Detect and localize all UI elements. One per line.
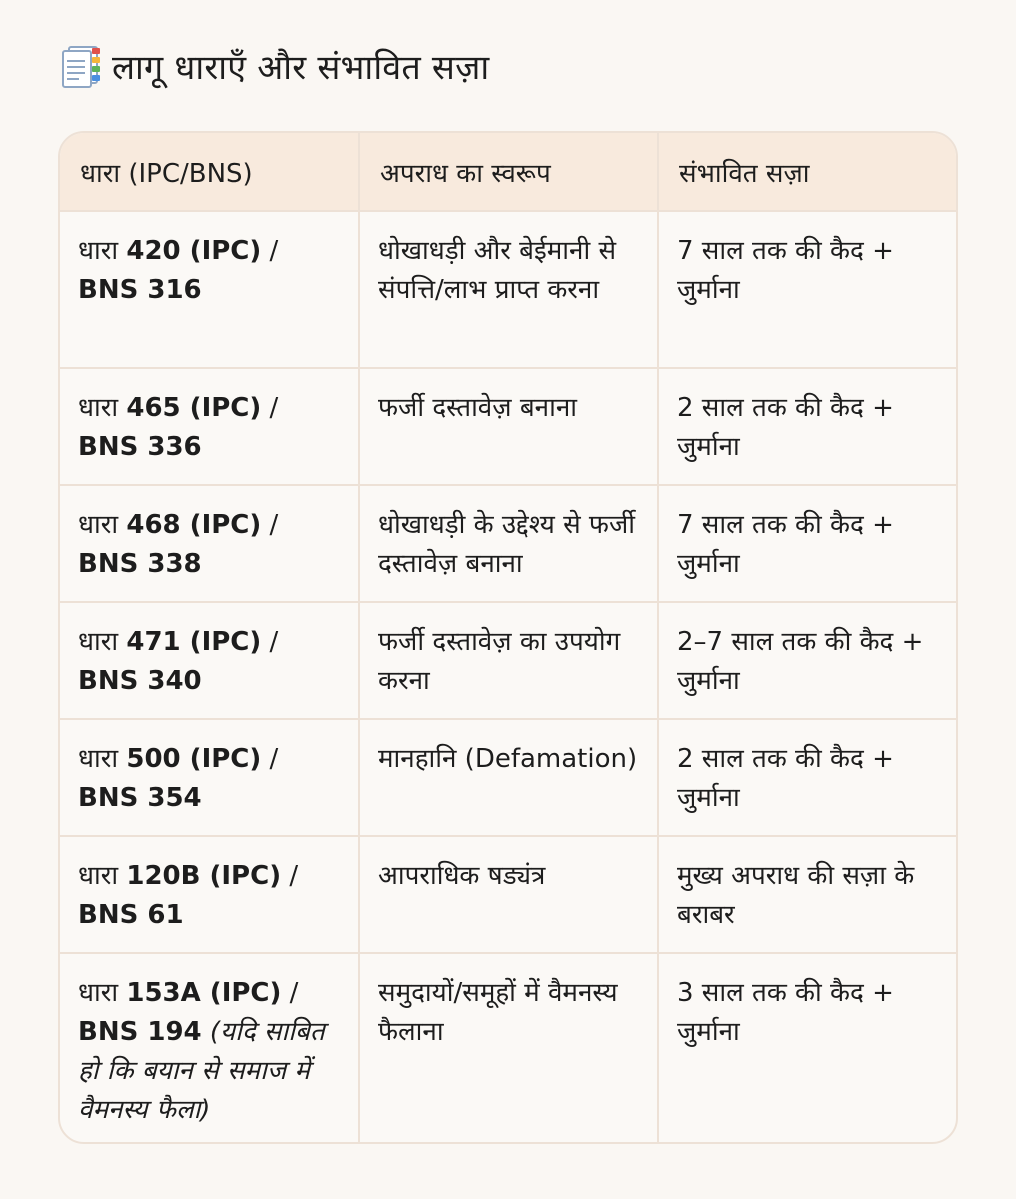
section-cell (60, 719, 359, 836)
bns-section: BNS 61 (78, 900, 184, 930)
section-separator: / (261, 627, 279, 657)
section-separator: / (261, 393, 279, 423)
punishment-cell: 2–7 साल तक की कैद + जुर्माना (658, 602, 956, 719)
ipc-section: 465 (IPC) (126, 393, 262, 423)
section-prefix: धारा (78, 236, 127, 266)
punishment-cell: मुख्य अपराध की सज़ा के बराबर (658, 836, 956, 953)
table-row (60, 485, 956, 602)
punishment-cell: 2 साल तक की कैद + जुर्माना (658, 719, 956, 836)
section-separator: / (261, 236, 279, 266)
page-heading (60, 40, 489, 92)
bns-section: BNS 316 (78, 275, 202, 305)
offense-cell: समुदायों/समूहों में वैमनस्य फैलाना (359, 953, 658, 1144)
table-row (60, 368, 956, 485)
section-prefix: धारा (78, 978, 127, 1008)
punishment-cell: 3 साल तक की कैद + जुर्माना (677, 978, 894, 1047)
section-cell (60, 836, 359, 953)
bns-section: BNS 336 (78, 432, 202, 462)
section-cell (60, 368, 359, 485)
ipc-section: 500 (IPC) (126, 744, 262, 774)
bookmark-tabs-icon (60, 44, 100, 88)
section-prefix: धारा (78, 861, 127, 891)
section-separator: / (281, 978, 299, 1008)
table-row (60, 719, 956, 836)
offense-cell: धोखाधड़ी के उद्देश्य से फर्जी दस्तावेज़ बनाना (359, 485, 658, 602)
header-section: धारा (IPC/BNS) (60, 133, 359, 211)
section-separator: / (261, 510, 279, 540)
page-title: लागू धाराएँ और संभावित सज़ा (112, 48, 490, 88)
offense-cell: धोखाधड़ी और बेईमानी से संपत्ति/लाभ प्राप्त करना (359, 211, 658, 368)
header-punishment: संभावित सज़ा (658, 133, 956, 211)
section-cell (60, 211, 359, 368)
section-prefix: धारा (78, 393, 127, 423)
table-row (60, 836, 956, 953)
ipc-section: 120B (IPC) (126, 861, 282, 891)
section-separator: / (261, 744, 279, 774)
table-row (60, 953, 956, 1144)
section-cell (60, 485, 359, 602)
section-prefix: धारा (78, 744, 127, 774)
section-note: (यदि साबित हो कि बयान से समाज में वैमनस्य फैला) (78, 1017, 325, 1125)
punishment-cell: 2 साल तक की कैद + जुर्माना (658, 368, 956, 485)
bns-section: BNS 194 (78, 1017, 202, 1047)
ipc-section: 153A (IPC) (126, 978, 282, 1008)
section-prefix: धारा (78, 627, 127, 657)
punishment-cell: 7 साल तक की कैद + जुर्माना (658, 485, 956, 602)
offense-cell: आपराधिक षड्यंत्र (359, 836, 658, 953)
bns-section: BNS 338 (78, 549, 202, 579)
table-row (60, 211, 956, 368)
header-offense: अपराध का स्वरूप (359, 133, 658, 211)
ipc-section: 420 (IPC) (126, 236, 262, 266)
ipc-section: 468 (IPC) (126, 510, 262, 540)
offense-cell: फर्जी दस्तावेज़ का उपयोग करना (359, 602, 658, 719)
ipc-section: 471 (IPC) (126, 627, 262, 657)
section-prefix: धारा (78, 510, 127, 540)
table-row (60, 602, 956, 719)
section-cell (60, 953, 359, 1144)
bns-section: BNS 340 (78, 666, 202, 696)
punishment-cell: 7 साल तक की कैद + जुर्माना (658, 211, 956, 368)
offense-cell: फर्जी दस्तावेज़ बनाना (359, 368, 658, 485)
table-header-row (60, 133, 956, 211)
section-cell (60, 602, 359, 719)
bns-section: BNS 354 (78, 783, 202, 813)
section-separator: / (281, 861, 299, 891)
offense-cell: मानहानि (Defamation) (359, 719, 658, 836)
sections-table (58, 131, 958, 1144)
